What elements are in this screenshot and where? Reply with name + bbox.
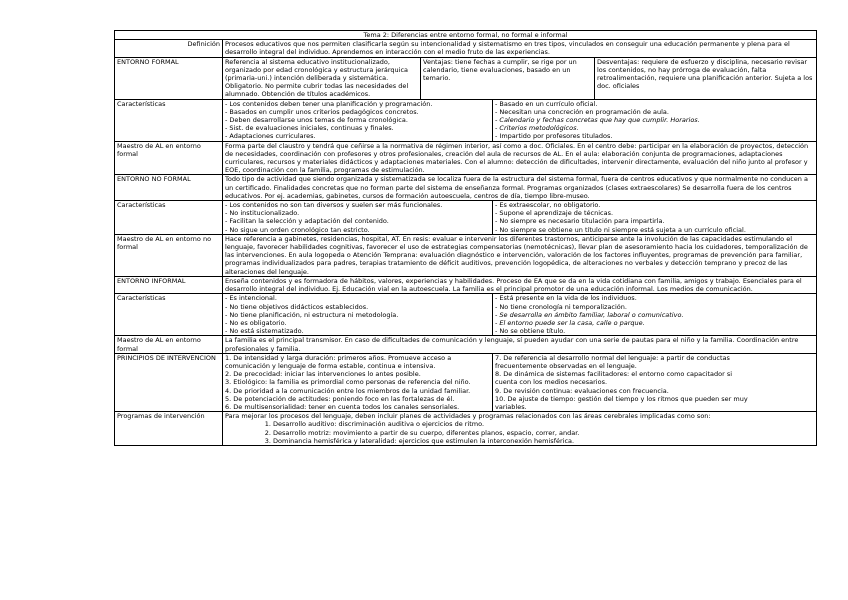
document-title: Tema 2: Diferencias entre entorno formal, no formal e informal: [115, 31, 817, 40]
list-item: - Supone el aprendizaje de técnicas.: [495, 209, 614, 218]
formal-label: ENTORNO FORMAL: [115, 57, 223, 99]
list-item: - Los contenidos no son tan diversos y suelen ser más funcionales.: [225, 201, 443, 210]
caract-no-formal-label: Características: [115, 201, 223, 235]
list-item: 6. De multisensorialidad: tener en cuenta todos los canales sensoriales.: [225, 402, 460, 411]
caract-formal-left: [223, 99, 493, 141]
list-item: - Se desarrolla en ámbito familiar, laboral o comunicativo.: [495, 310, 684, 319]
maestro-no-formal-label: Maestro de AL en entorno no formal: [115, 234, 223, 276]
programas-intro: Para mejorar los procesos del lenguaje, deben incluir planes de actividades y programas relacionados con las áreas cerebrales implicadas como son:: [225, 412, 711, 421]
maestro-informal-row: [115, 336, 817, 353]
programas-label: Programas de intervención: [115, 412, 223, 446]
formal-row: [115, 57, 817, 99]
list-item: comunicación y lenguaje de forma estable, continua e intensiva.: [225, 361, 436, 370]
list-item: - No tiene objetivos didácticos establecidos.: [225, 302, 369, 311]
list-item: cuenta con los medios necesarios.: [495, 378, 608, 387]
principios-row: [115, 353, 817, 411]
caract-formal-label: Características: [115, 99, 223, 141]
formal-ventajas: Ventajas: tiene fechas a cumplir, se rige por un calendario, tiene evaluaciones, basado en un temario.: [421, 57, 595, 99]
programas-content: [223, 412, 817, 446]
maestro-formal-label: Maestro de AL en entorno formal: [115, 141, 223, 175]
caract-informal-row: [115, 294, 817, 336]
maestro-formal-text: Forma parte del claustro y tendrá que ceñirse a la normativa de régimen interior, así como a doc. Oficiales. En el centro debe: participar en la elaboración de proyectos, detección de necesidades, coordinación con profesores y otros profesionales, creación del aula de recursos de AL. En el aula: elaboración conjunta de programaciones, adaptaciones curriculares, recursos y materiales didácticos y adaptaciones materiales. Con el alumno: detección de dificultades, intervenir directamente, evaluación del niño junto al profesor y EOE, coordinación con la familia, programas de estimulación.: [223, 141, 817, 175]
definicion-label: Definición: [115, 40, 223, 57]
caract-formal-row: [115, 99, 817, 141]
list-item: - Es extraescolar, no obligatorio.: [495, 201, 601, 210]
list-item: - No tiene cronología ni temporalización.: [495, 302, 627, 311]
no-formal-text: Todo tipo de actividad que siendo organizada y sistematizada se localiza fuera de la estructura del sistema formal, fuera de centros educativos y que normalmente no conducen a un certificado. Finalidades concretas que no forman parte del sistema de enseñanza formal. Programas organizados (clases extraescolares) Se desarrolla fuera de los centros educativos. Por ej. academias, gabinetes, cursos de formación autoescuela, centros de día, tiempo libre-museo.: [223, 175, 817, 201]
list-item: 2. De precocidad: iniciar las intervenciones lo antes posible.: [225, 370, 421, 379]
programas-row: [115, 412, 817, 446]
list-item: 5. De potenciación de actitudes: poniendo foco en las fortalezas de él.: [225, 394, 455, 403]
list-item: 1. Desarrollo auditivo: discriminación auditiva o ejercicios de ritmo.: [273, 420, 814, 428]
maestro-informal-text: La familia es el principal transmisor. En caso de dificultades de comunicación y lenguaje, sí pueden ayudar con una serie de pautas para el niño y la familia. Coordinación entre profesionales y familia.: [223, 336, 817, 353]
list-item: frecuentemente observadas en el lenguaje.: [495, 361, 637, 370]
list-item: - Necesitan una concreción en programación de aula.: [495, 107, 669, 116]
list-item: 3. Dominancia hemisférica y lateralidad: ejercicios que estimulen la interconexión hemisférica.: [273, 437, 814, 445]
caract-formal-right: [493, 99, 817, 141]
list-item: 4. De prioridad a la comunicación entre los miembros de la unidad familiar.: [225, 386, 471, 395]
formal-description: Referencia al sistema educativo institucionalizado, organizado por edad cronológica y estructura jerárquica (primaria-uni.) intención deliberada y sistemática. Obligatorio. No permite cubrir todas las necesidades del alumnado. Obtención de títulos académicos.: [223, 57, 421, 99]
no-formal-label: ENTORNO NO FORMAL: [115, 175, 223, 201]
caract-no-formal-left: [223, 201, 493, 235]
informal-row: [115, 276, 817, 293]
list-item: 2. Desarrollo motriz: movimiento a partir de su cuerpo, diferentes planos, espacio, correr, andar.: [273, 429, 814, 437]
list-item: - No siempre es necesario titulación para impartirla.: [495, 217, 665, 226]
caract-no-formal-row: [115, 201, 817, 235]
caract-no-formal-right: [493, 201, 817, 235]
informal-label: ENTORNO INFORMAL: [115, 276, 223, 293]
list-item: 8. De dinámica de sistemas facilitadores: el entorno como capacitador si: [495, 370, 733, 379]
list-item: 3. Etiológico: la familia es primordial como personas de referencia del niño.: [225, 378, 471, 387]
list-item: - Impartido por profesores titulados.: [495, 132, 613, 141]
caract-informal-label: Características: [115, 294, 223, 336]
principios-right: [493, 353, 817, 411]
list-item: - Basados en cumplir unos criterios pedagógicos concretos.: [225, 107, 419, 116]
maestro-informal-label: Maestro de AL en entorno formal: [115, 336, 223, 353]
principios-label: PRINCIPIOS DE INTERVENCION: [115, 353, 223, 411]
list-item: - Basado en un currículo oficial.: [495, 99, 598, 108]
list-item: - No se obtiene título.: [495, 327, 566, 336]
list-item: - No sigue un orden cronológico tan estricto.: [225, 225, 370, 234]
list-item: - Los contenidos deben tener una planificación y programación.: [225, 99, 433, 108]
list-item: - Calendario y fechas concretas que hay que cumplir. Horarios.: [495, 116, 700, 125]
caract-informal-left: [223, 294, 493, 336]
formal-desventajas: Desventajas: requiere de esfuerzo y disciplina, necesario revisar los contenidos, no hay prórroga de evaluación, falta retroalimentación, requiere una planificación anterior. Sujeta a los doc. oficiales: [595, 57, 817, 99]
programas-list: [225, 420, 814, 445]
definicion-text: Procesos educativos que nos permiten clasificarla según su intencionalidad y sistematismo en tres tipos, vinculados en conseguir una educación permanente y plena para el desarrollo integral del individuo. Aprendemos en interacción con el medio fruto de las experiencias.: [223, 40, 817, 57]
comparison-table: [114, 30, 817, 446]
list-item: - No es obligatorio.: [225, 318, 287, 327]
document-table-container: [114, 30, 816, 446]
maestro-no-formal-row: [115, 234, 817, 276]
maestro-formal-row: [115, 141, 817, 175]
list-item: - Criterios metodológicos.: [495, 124, 579, 133]
caract-informal-right: [493, 294, 817, 336]
list-item: - Es intencional.: [225, 294, 277, 303]
list-item: variables.: [495, 402, 527, 411]
list-item: 7. De referencia al desarrollo normal del lenguaje: a partir de conductas: [495, 353, 730, 362]
list-item: - No siempre se obtiene un título ni siempre está sujeta a un currículo oficial.: [495, 225, 746, 234]
definicion-row: [115, 40, 817, 57]
list-item: - No está sistematizado.: [225, 327, 304, 336]
no-formal-row: [115, 175, 817, 201]
title-row: [115, 31, 817, 40]
list-item: - Deben desarrollarse unos temas de forma cronológica.: [225, 116, 408, 125]
list-item: 9. De revisión continua: evaluaciones con frecuencia.: [495, 386, 669, 395]
list-item: - El entorno puede ser la casa, calle o parque.: [495, 318, 645, 327]
informal-text: Enseña contenidos y es formadora de hábitos, valores, experiencias y habilidades. Proceso de EA que se da en la vida cotidiana con familia, amigos y trabajo. Esenciales para el desarrollo integral del individuo. Ej. Educación vial en la autoescuela. La familia es el principal promotor de una educación informal. Los medios de comunicación.: [223, 276, 817, 293]
principios-left: [223, 353, 493, 411]
list-item: - Facilitan la selección y adaptación del contenido.: [225, 217, 389, 226]
list-item: - Está presente en la vida de los individuos.: [495, 294, 637, 303]
list-item: - Adaptaciones curriculares.: [225, 132, 316, 141]
list-item: - Sist. de evaluaciones iniciales, continuas y finales.: [225, 124, 394, 133]
list-item: - No tiene planificación, ni estructura ni metodología.: [225, 310, 399, 319]
list-item: 1. De intensidad y larga duración: primeros años. Promueve acceso a: [225, 353, 452, 362]
maestro-no-formal-text: Hace referencia a gabinetes, residencias, hospital, AT. En resis: evaluar e intervenir los diferentes trastornos, anticiparse ante la involución de las capacidades estimulando el lenguaje, favorecer habilidades cognitivas, favorecer el uso de estrategias compensatorias (nemotécnicas), llevar plan de asesoramiento hacia los cuidadores, temporalización de las intervenciones. En aula logopeda o Atención Temprana: evaluación diagnóstico e intervención, valoración de los factores influyentes, programas de prevención para familiar, programas individualizados para padres, terapias tratamiento de déficit auditivos, prevención logopédica, de alteraciones no verbales y detección temprano y precoz de las alteraciones del lenguaje.: [223, 234, 817, 276]
list-item: - No institucionalizado.: [225, 209, 300, 218]
list-item: 10. De ajuste de tiempo: gestión del tiempo y los ritmos que pueden ser muy: [495, 394, 748, 403]
